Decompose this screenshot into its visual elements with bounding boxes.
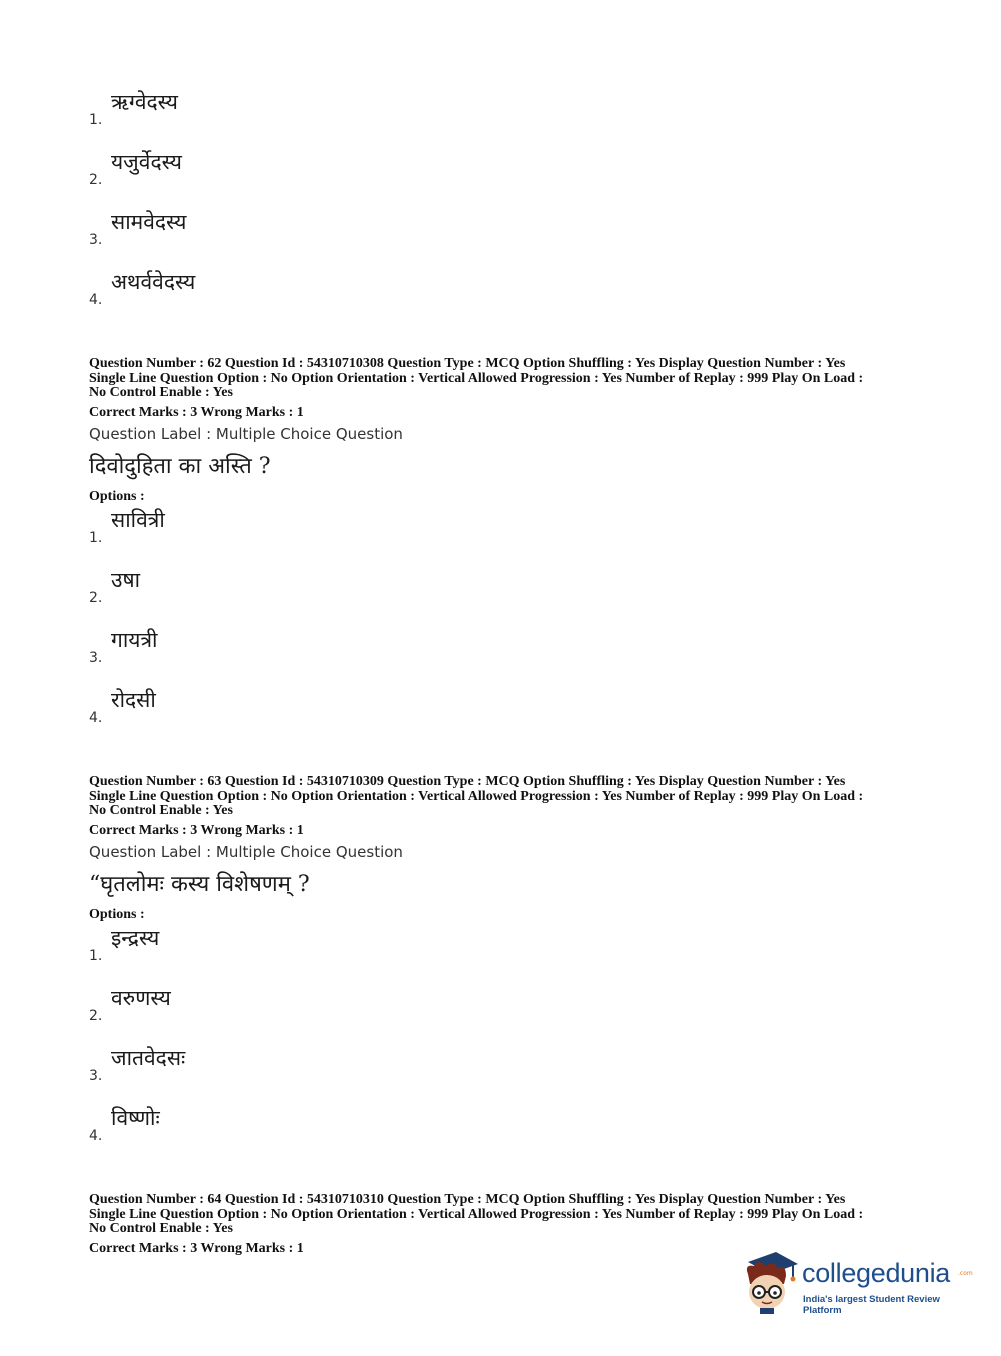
question-text: “घृतलोमः कस्य विशेषणम् ? [89, 872, 310, 897]
option-number: 4. [89, 710, 103, 726]
meta-line: Single Line Question Option : No Option Orientation : Vertical Allowed Progression : Yes Number of Replay : 999 Play On Load : [89, 788, 864, 804]
option-text: सामवेदस्य [111, 210, 187, 234]
option-text: उषा [111, 568, 141, 592]
logo-com-text: .com [958, 1270, 973, 1277]
meta-line: No Control Enable : Yes [89, 1221, 233, 1237]
option-number: 3. [89, 232, 103, 248]
option-number: 3. [89, 650, 103, 666]
meta-line: No Control Enable : Yes [89, 385, 233, 401]
question-meta [89, 1193, 919, 1237]
question-label: Question Label : Multiple Choice Question [89, 843, 403, 861]
option-text: रोदसी [111, 688, 156, 712]
logo-tagline: India's largest Student Review Platform [803, 1294, 940, 1316]
meta-line: Single Line Question Option : No Option Orientation : Vertical Allowed Progression : Yes Number of Replay : 999 Play On Load : [89, 1206, 864, 1222]
option-number: 1. [89, 530, 103, 546]
question-meta [89, 357, 919, 401]
question-marks: Correct Marks : 3 Wrong Marks : 1 [89, 1241, 304, 1256]
question-label: Question Label : Multiple Choice Question [89, 425, 403, 443]
collegedunia-logo[interactable] [740, 1250, 973, 1320]
option-number: 2. [89, 172, 103, 188]
option-text: वरुणस्य [111, 986, 171, 1010]
option-text: विष्णोः [111, 1106, 160, 1130]
option-text: अथर्ववेदस्य [111, 270, 196, 294]
option-text: यजुर्वेदस्य [111, 150, 182, 174]
options-label: Options : [89, 907, 145, 922]
option-text: ऋग्वेदस्य [111, 90, 178, 114]
options-label: Options : [89, 489, 145, 504]
question-meta [89, 775, 919, 819]
option-number: 4. [89, 292, 103, 308]
meta-line: Question Number : 64 Question Id : 54310710310 Question Type : MCQ Option Shuffling : Yes Display Question Number : Yes [89, 1192, 846, 1207]
option-number: 2. [89, 1008, 103, 1024]
mascot-icon [740, 1250, 802, 1320]
meta-line: Question Number : 63 Question Id : 54310710309 Question Type : MCQ Option Shuffling : Yes Display Question Number : Yes [89, 774, 846, 789]
option-text: सावित्री [111, 508, 165, 532]
option-number: 1. [89, 112, 103, 128]
option-number: 2. [89, 590, 103, 606]
option-number: 3. [89, 1068, 103, 1084]
option-text: जातवेदसः [111, 1046, 186, 1070]
question-marks: Correct Marks : 3 Wrong Marks : 1 [89, 823, 304, 838]
option-number: 4. [89, 1128, 103, 1144]
option-text: इन्द्रस्य [111, 926, 160, 950]
meta-line: No Control Enable : Yes [89, 803, 233, 819]
logo-brand-text: collegedunia [802, 1258, 951, 1288]
option-text: गायत्री [111, 628, 158, 652]
question-text: दिवोदुहिता का अस्ति ? [89, 454, 271, 479]
question-marks: Correct Marks : 3 Wrong Marks : 1 [89, 405, 304, 420]
option-number: 1. [89, 948, 103, 964]
meta-line: Question Number : 62 Question Id : 54310710308 Question Type : MCQ Option Shuffling : Yes Display Question Number : Yes [89, 356, 846, 371]
meta-line: Single Line Question Option : No Option Orientation : Vertical Allowed Progression : Yes Number of Replay : 999 Play On Load : [89, 370, 864, 386]
